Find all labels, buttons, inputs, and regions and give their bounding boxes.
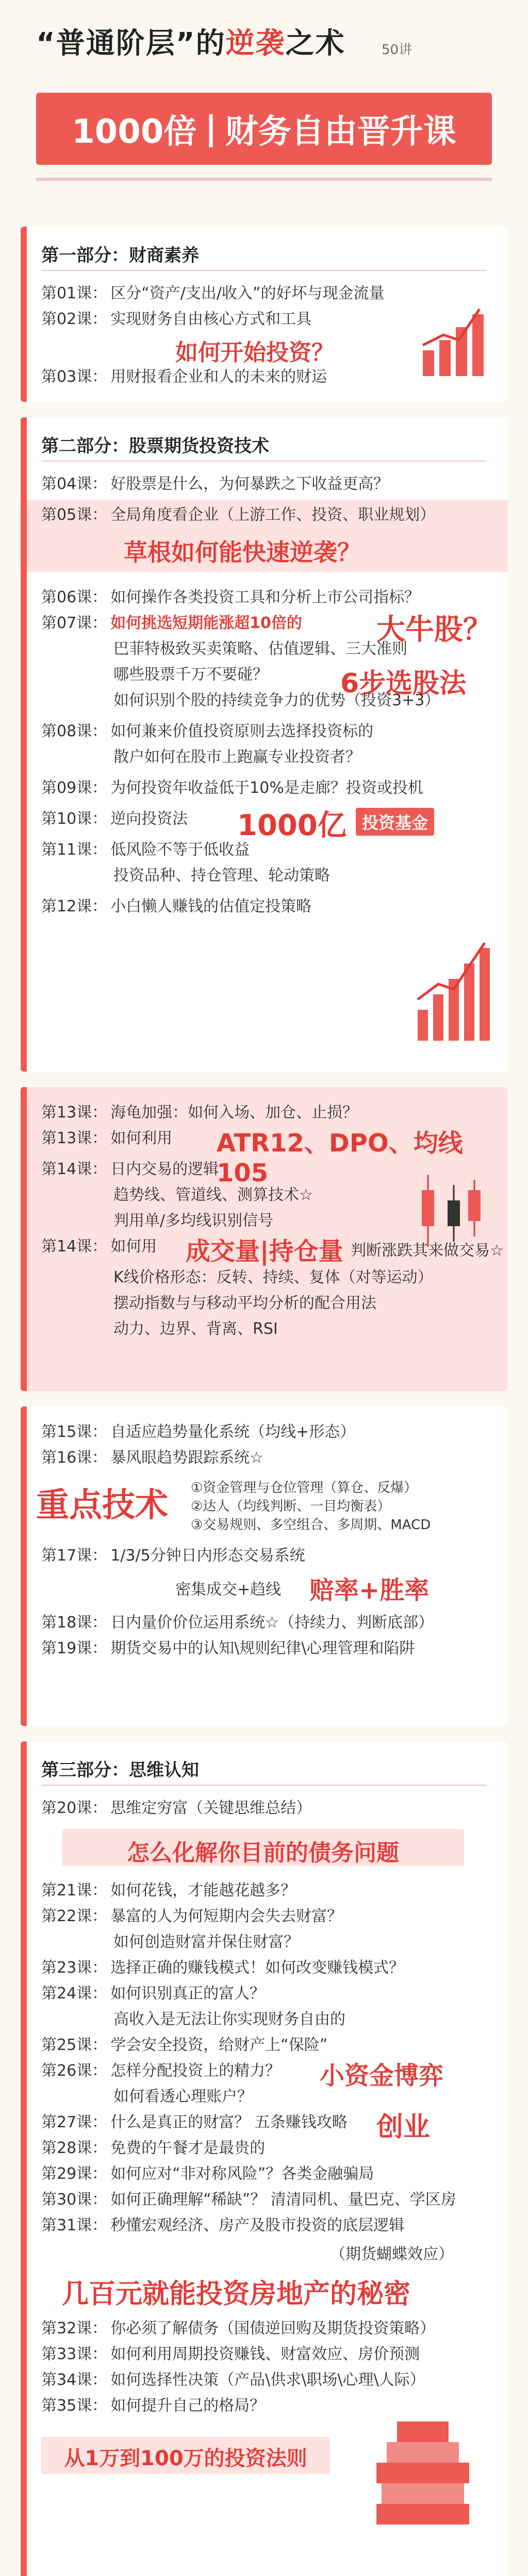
lesson-continuation: 高收入是无法让你实现财务自由的	[113, 2010, 345, 2028]
section-accent-bar	[21, 227, 27, 402]
callout-debt: 怎么化解你目前的债务问题	[127, 1840, 399, 1866]
section-part3	[21, 1741, 507, 2576]
lesson-item[interactable]: 第01课： 区分“资产/支出/收入”的好坏与现金流量	[41, 284, 385, 302]
lesson-continuation: K线价格形态：反转、持续、复体（对等运动）	[113, 1268, 433, 1286]
lesson-item[interactable]: 第25课： 学会安全投资，给财产上“保险”	[41, 2036, 328, 2054]
divider	[41, 270, 487, 271]
section-accent-bar	[21, 1406, 27, 1726]
lesson-item[interactable]: 第14课： 如何用	[41, 1238, 157, 1256]
indicators-highlight: ATR12、DPO、均线105	[217, 1129, 463, 1188]
hero-banner	[36, 93, 492, 165]
lesson-continuation: 判用单/多均线识别信号	[113, 1212, 274, 1230]
lesson-item[interactable]: 第12课： 小白懒人赚钱的估值定投策略	[41, 897, 312, 916]
lesson-item[interactable]: 第20课： 思维定穷富（关键思维总结）	[41, 1799, 312, 1817]
six-step-method: 6步选股法	[340, 668, 467, 699]
real-estate-secret: 几百元就能投资房地产的秘密	[62, 2279, 411, 2310]
section-part2-futures	[21, 1087, 507, 1391]
lesson-item[interactable]: 第26课： 怎样分配投资上的精力？	[41, 2062, 281, 2080]
lesson-item[interactable]: 第33课： 如何利用周期投资赚钱、财富效应、房价预测	[41, 2345, 420, 2363]
lesson-item[interactable]: 第13课： 如何利用	[41, 1129, 173, 1147]
lesson-continuation: 巴菲特极致买卖策略、估值逻辑、三大准则	[113, 640, 407, 658]
lesson-continuation: 动力、边界、背离、RSI	[113, 1320, 278, 1338]
lesson-item[interactable]: 第27课： 什么是真正的财富？ 五条赚钱攻略	[41, 2113, 348, 2131]
judge-trend-text: 判断涨跌其来做交易☆	[351, 1242, 504, 1260]
lesson-continuation: 趋势线、管道线、测算技术☆	[113, 1186, 313, 1204]
books-icon	[366, 2401, 480, 2545]
growth-chart-icon	[418, 304, 490, 381]
lesson-item[interactable]: 第05课： 全局角度看企业（上游工作、投资、职业规划）	[41, 506, 436, 524]
lesson-item[interactable]: 第22课： 暴富的人为何短期内会失去财富？	[41, 1907, 343, 1925]
lesson-continuation: 如何看透心理账户？	[113, 2088, 253, 2106]
big-bull-stock: 大牛股？	[376, 613, 492, 647]
density-text: 密集成交+趋线	[175, 1581, 282, 1599]
section-accent-bar	[21, 417, 27, 1072]
lesson-item[interactable]: 第30课： 如何正确理解“稀缺”？ 清清同机、量巴克、学区房	[41, 2191, 456, 2209]
fund-amount: 1000亿	[237, 809, 346, 842]
divider	[36, 178, 492, 181]
sub-item: ①资金管理与仓位管理（算仓、反爆）	[191, 1480, 418, 1496]
small-capital-label: 小资金博弈	[320, 2061, 444, 2090]
callout-grassroots: 草根如何能快速逆袭？	[124, 538, 361, 566]
stock-chart-icon	[412, 933, 495, 1046]
lesson-continuation: 如何识别个股的持续竞争力的优势（投资3+3）	[113, 691, 440, 709]
candlestick-icon	[412, 1170, 485, 1252]
lesson-item[interactable]: 第11课： 低风险不等于低收益	[41, 841, 250, 859]
section-part1	[21, 227, 507, 402]
lesson-item[interactable]: 第24课： 如何识别真正的富人？	[41, 1985, 266, 2003]
divider	[41, 1785, 487, 1786]
invest-fund-badge: 投资基金	[356, 808, 434, 836]
banner-course-name: 财务自由晋升课	[225, 113, 456, 151]
lesson-item[interactable]: 第15课： 自适应趋势量化系统（均线+形态）	[41, 1423, 356, 1441]
startup-label: 创业	[376, 2112, 431, 2143]
lesson-item[interactable]: 第02课： 实现财务自由核心方式和工具	[41, 310, 312, 328]
volume-position-highlight: 成交量|持仓量	[186, 1237, 343, 1266]
lessons-count: 50讲	[382, 42, 412, 58]
section-title: 第三部分：思维认知	[41, 1760, 199, 1781]
win-rate-highlight: 赔率+胜率	[309, 1576, 430, 1605]
lesson-item[interactable]: 第28课： 免费的午餐才是最贵的	[41, 2139, 266, 2157]
sub-item: ③交易规则、多空组合、多周期、MACD	[191, 1517, 431, 1533]
lesson-item[interactable]: 第18课： 日内量价价位运用系统☆（持续力、判断底部）	[41, 1614, 434, 1632]
lesson-item[interactable]: 第03课： 用财报看企业和人的未来的财运	[41, 368, 327, 386]
lesson-item[interactable]: 第07课： 如何挑选短期能涨超10倍的	[41, 614, 302, 632]
section-title: 第二部分：股票期货投资技术	[41, 436, 269, 456]
header	[0, 0, 528, 216]
lesson-continuation: 散户如何在股市上跑赢专业投资者？	[113, 748, 361, 766]
section-part2-systems	[21, 1406, 507, 1726]
lesson-item[interactable]: 第21课： 如何花钱，才能越花越多？	[41, 1882, 296, 1900]
section-accent-bar	[21, 1741, 27, 2576]
lesson-item[interactable]: 第23课： 选择正确的赚钱模式！如何改变赚钱模式？	[41, 1959, 405, 1977]
lesson-item[interactable]: 第14课： 日内交易的逻辑	[41, 1160, 219, 1178]
lesson-item[interactable]: 第08课： 如何兼来价值投资原则去选择投资标的	[41, 722, 374, 740]
lesson-item[interactable]: 第34课： 如何选择性决策（产品\供求\职场\心理\人际）	[41, 2371, 425, 2389]
lesson-continuation: 如何创造财富并保住财富？	[113, 1933, 299, 1951]
lesson-item[interactable]: 第16课： 暴风眼趋势跟踪系统☆	[41, 1449, 264, 1467]
title-highlight: 逆袭	[225, 27, 286, 60]
lesson-item[interactable]: 第29课： 如何应对“非对称风险”？各类金融骗局	[41, 2165, 374, 2183]
lesson-continuation: 哪些股票千万不要碰？	[113, 666, 268, 684]
banner-separator: |	[205, 110, 217, 148]
banner-multiplier: 1000倍	[72, 113, 197, 151]
lesson-item[interactable]: 第19课： 期货交易中的认知\规则纪律\心理管理和陷阱	[41, 1639, 415, 1657]
key-tech-label: 重点技术	[36, 1486, 168, 1524]
lesson-item[interactable]: 第35课： 如何提升自己的格局？	[41, 2397, 266, 2415]
divider	[41, 461, 487, 462]
callout-start-investing: 如何开始投资？	[175, 340, 334, 366]
period-effect-text: （期货蝴蝶效应）	[330, 2245, 454, 2263]
lesson-item[interactable]: 第32课： 你必须了解债务（国债逆回购及期货投资策略）	[41, 2319, 436, 2337]
lesson-item[interactable]: 第17课： 1/3/5分钟日内形态交易系统	[41, 1547, 305, 1565]
section-accent-bar	[21, 1087, 27, 1391]
lesson-continuation: 投资品种、持仓管理、轮动策略	[113, 867, 330, 885]
section-title: 第一部分：财商素养	[41, 245, 199, 266]
section-part2	[21, 417, 507, 1072]
lesson-item[interactable]: 第09课： 为何投资年收益低于10%是走廊？投资或投机	[41, 779, 423, 797]
lesson-item[interactable]: 第06课： 如何操作各类投资工具和分析上市公司指标？	[41, 588, 420, 606]
sub-items	[191, 1479, 431, 1534]
lesson-item[interactable]: 第04课： 好股票是什么，为何暴跌之下收益更高？	[41, 475, 389, 493]
lesson-item[interactable]: 第13课： 海龟加强：如何入场、加仓、止损？	[41, 1104, 358, 1122]
sub-item: ②达人（均线判断、一目均衡表）	[191, 1499, 391, 1514]
lesson-continuation: 摆动指数与与移动平均分析的配合用法	[113, 1294, 376, 1312]
callout-10k-to-1m: 从1万到100万的投资法则	[64, 2447, 307, 2470]
lesson-item[interactable]: 第31课： 秒懂宏观经济、房产及股市投资的底层逻辑	[41, 2216, 405, 2234]
page-title: “普通阶层”的逆袭之术	[36, 27, 345, 60]
lesson-item[interactable]: 第10课： 逆向投资法	[41, 810, 188, 828]
